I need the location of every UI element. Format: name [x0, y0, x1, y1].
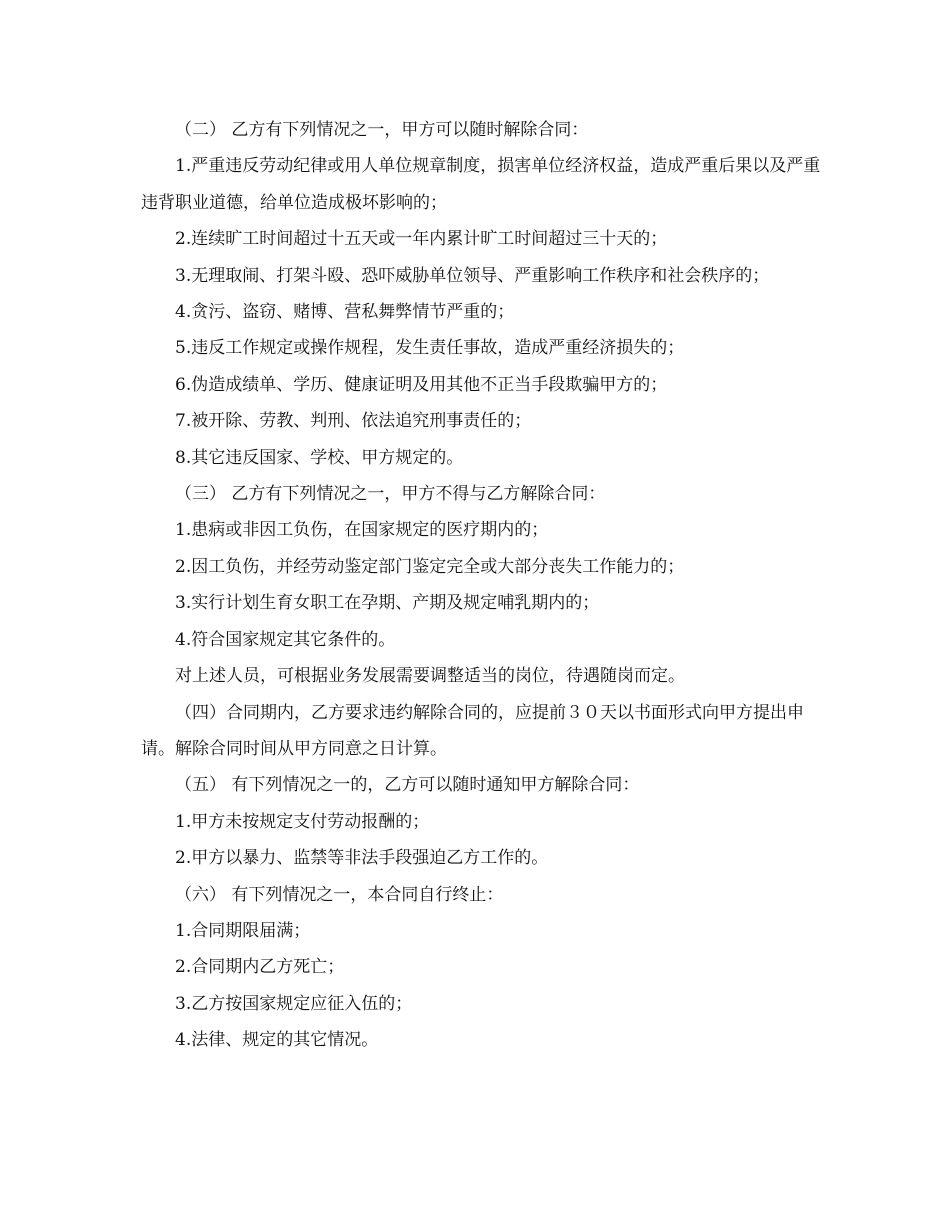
- section-2-item-1: 1.严重违反劳动纪律或用人单位规章制度，损害单位经济权益，造成严重后果以及严重违背职业道德，给单位造成极坏影响的；: [141, 156, 821, 213]
- section-2-item-7: 7.被开除、劳教、判刑、依法追究刑事责任的；: [175, 411, 532, 432]
- section-6-item-3: 3.乙方按国家规定应征入伍的；: [175, 993, 413, 1014]
- section-2-item-5: 5.违反工作规定或操作规程，发生责任事故，造成严重经济损失的；: [175, 338, 685, 359]
- section-3-heading: （三） 乙方有下列情况之一，甲方不得与乙方解除合同：: [175, 484, 606, 505]
- section-2-item-3: 3.无理取闹、打架斗殴、恐吓威胁单位领导、严重影响工作秩序和社会秩序的；: [175, 265, 770, 286]
- section-4-paragraph: （四）合同期内，乙方要求违约解除合同的，应提前３０天以书面形式向甲方提出申请。解除合同时间从甲方同意之日计算。: [141, 702, 804, 759]
- section-2-heading: （二） 乙方有下列情况之一，甲方可以随时解除合同：: [175, 120, 589, 140]
- section-6-item-1: 1.合同期限届满；: [175, 920, 311, 941]
- section-3-note: 对上述人员，可根据业务发展需要调整适当的岗位，待遇随岗而定。: [175, 666, 685, 687]
- section-2-item-4: 4.贪污、盗窃、赌博、营私舞弊情节严重的；: [175, 302, 515, 323]
- section-3-item-4: 4.符合国家规定其它条件的。: [175, 629, 396, 650]
- section-6-item-4: 4.法律、规定的其它情况。: [175, 1030, 379, 1051]
- section-2-item-6: 6.伪造成绩单、学历、健康证明及用其他不正当手段欺骗甲方的；: [175, 374, 668, 395]
- section-3-item-3: 3.实行计划生育女职工在孕期、产期及规定哺乳期内的；: [175, 593, 600, 614]
- document-body: [141, 112, 821, 1059]
- section-2-item-8: 8.其它违反国家、学校、甲方规定的。: [175, 447, 464, 468]
- section-6-heading: （六） 有下列情况之一，本合同自行终止：: [175, 884, 504, 905]
- section-5-heading: （五） 有下列情况之一的，乙方可以随时通知甲方解除合同：: [175, 775, 640, 796]
- section-3-item-2: 2.因工负伤，并经劳动鉴定部门鉴定完全或大部分丧失工作能力的；: [175, 556, 685, 577]
- section-2-item-2: 2.连续旷工时间超过十五天或一年内累计旷工时间超过三十天的；: [175, 229, 668, 250]
- section-3-item-1: 1.患病或非因工负伤，在国家规定的医疗期内的；: [175, 520, 549, 541]
- section-6-item-2: 2.合同期内乙方死亡；: [175, 957, 345, 978]
- section-5-item-2: 2.甲方以暴力、监禁等非法手段强迫乙方工作的。: [175, 848, 549, 869]
- section-5-item-1: 1.甲方未按规定支付劳动报酬的；: [175, 811, 430, 832]
